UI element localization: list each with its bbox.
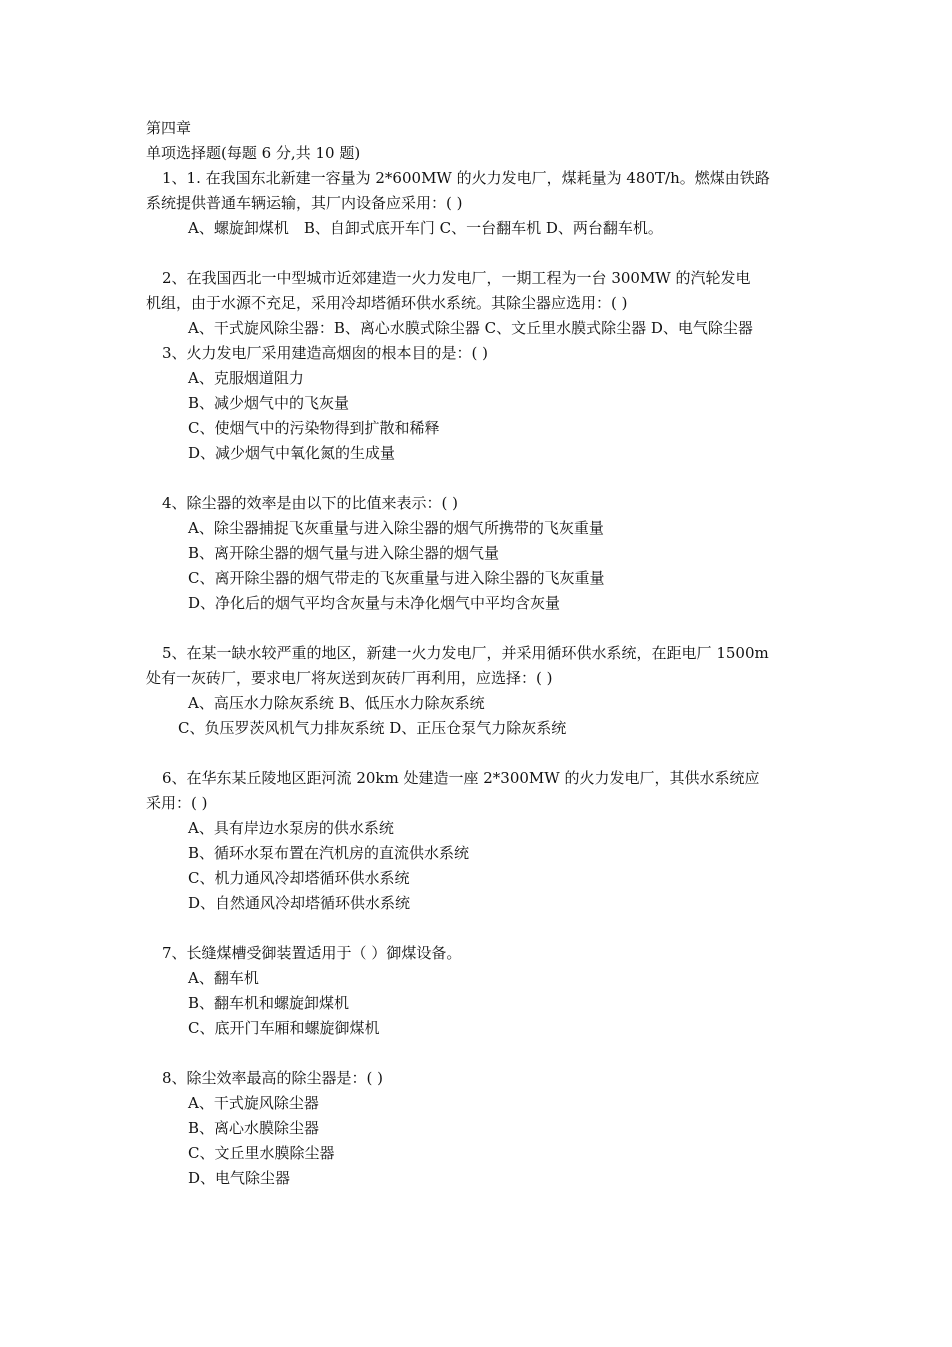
question-4 [146, 491, 816, 616]
spacer [146, 916, 816, 941]
question-stem: 2、在我国西北一中型城市近郊建造一火力发电厂，一期工程为一台 300MW 的汽轮发电 [162, 269, 751, 287]
option-a: A、除尘器捕捉飞灰重量与进入除尘器的烟气所携带的飞灰重量 [188, 519, 604, 537]
question-stem-continued: 系统提供普通车辆运输，其厂内设备应采用：( ) [146, 194, 463, 212]
question-3 [146, 341, 816, 466]
options-c-d: C、负压罗茨风机气力排灰系统 D、正压仓泵气力除灰系统 [178, 719, 567, 737]
spacer [146, 241, 816, 266]
option-d: D、自然通风冷却塔循环供水系统 [188, 894, 411, 912]
question-stem-continued: 处有一灰砖厂，要求电厂将灰送到灰砖厂再利用，应选择：( ) [146, 669, 553, 687]
option-d: D、减少烟气中氧化氮的生成量 [188, 444, 396, 462]
spacer [146, 466, 816, 491]
question-stem: 8、除尘效率最高的除尘器是：( ) [162, 1069, 384, 1087]
section-heading: 单项选择题(每题 6 分,共 10 题) [146, 144, 361, 162]
spacer [146, 741, 816, 766]
document-body [146, 116, 816, 1191]
question-stem: 3、火力发电厂采用建造高烟囱的根本目的是：( ) [162, 344, 489, 362]
question-stem: 4、除尘器的效率是由以下的比值来表示：( ) [162, 494, 459, 512]
option-b: B、离心水膜除尘器 [188, 1119, 320, 1137]
question-5 [146, 641, 816, 741]
option-c: C、底开门车厢和螺旋御煤机 [188, 1019, 380, 1037]
question-stem: 1、1. 在我国东北新建一容量为 2*600MW 的火力发电厂，煤耗量为 480T/h。燃煤由铁路 [162, 169, 770, 187]
chapter-title: 第四章 [146, 119, 192, 137]
question-8 [146, 1066, 816, 1191]
option-c: C、使烟气中的污染物得到扩散和稀释 [188, 419, 440, 437]
spacer [146, 616, 816, 641]
question-stem-continued: 机组，由于水源不充足，采用冷却塔循环供水系统。其除尘器应选用：( ) [146, 294, 628, 312]
question-stem: 5、在某一缺水较严重的地区，新建一火力发电厂，并采用循环供水系统，在距电厂 1500m [162, 644, 769, 662]
option-a: A、克服烟道阻力 [188, 369, 304, 387]
option-b: B、循环水泵布置在汽机房的直流供水系统 [188, 844, 470, 862]
option-d: D、净化后的烟气平均含灰量与未净化烟气中平均含灰量 [188, 594, 561, 612]
option-a: A、干式旋风除尘器 [188, 1094, 319, 1112]
question-2 [146, 266, 816, 341]
option-b: B、离开除尘器的烟气量与进入除尘器的烟气量 [188, 544, 500, 562]
question-stem: 7、长缝煤槽受御装置适用于（ ）御煤设备。 [162, 944, 462, 962]
question-6 [146, 766, 816, 916]
question-1 [146, 166, 816, 241]
option-b: B、翻车机和螺旋卸煤机 [188, 994, 350, 1012]
option-c: C、机力通风冷却塔循环供水系统 [188, 869, 410, 887]
question-stem: 6、在华东某丘陵地区距河流 20km 处建造一座 2*300MW 的火力发电厂，其供水系统应 [162, 769, 760, 787]
option-a: A、翻车机 [188, 969, 259, 987]
answer-options: A、螺旋卸煤机 B、自卸式底开车门 C、一台翻车机 D、两台翻车机。 [188, 219, 663, 237]
options-a-b: A、高压水力除灰系统 B、低压水力除灰系统 [188, 694, 485, 712]
question-stem-continued: 采用：( ) [146, 794, 208, 812]
option-c: C、文丘里水膜除尘器 [188, 1144, 335, 1162]
option-a: A、具有岸边水泵房的供水系统 [188, 819, 394, 837]
spacer [146, 1041, 816, 1066]
question-7 [146, 941, 816, 1041]
answer-options: A、干式旋风除尘器：B、离心水膜式除尘器 C、文丘里水膜式除尘器 D、电气除尘器 [188, 319, 753, 337]
option-b: B、减少烟气中的飞灰量 [188, 394, 350, 412]
option-c: C、离开除尘器的烟气带走的飞灰重量与进入除尘器的飞灰重量 [188, 569, 605, 587]
option-d: D、电气除尘器 [188, 1169, 291, 1187]
